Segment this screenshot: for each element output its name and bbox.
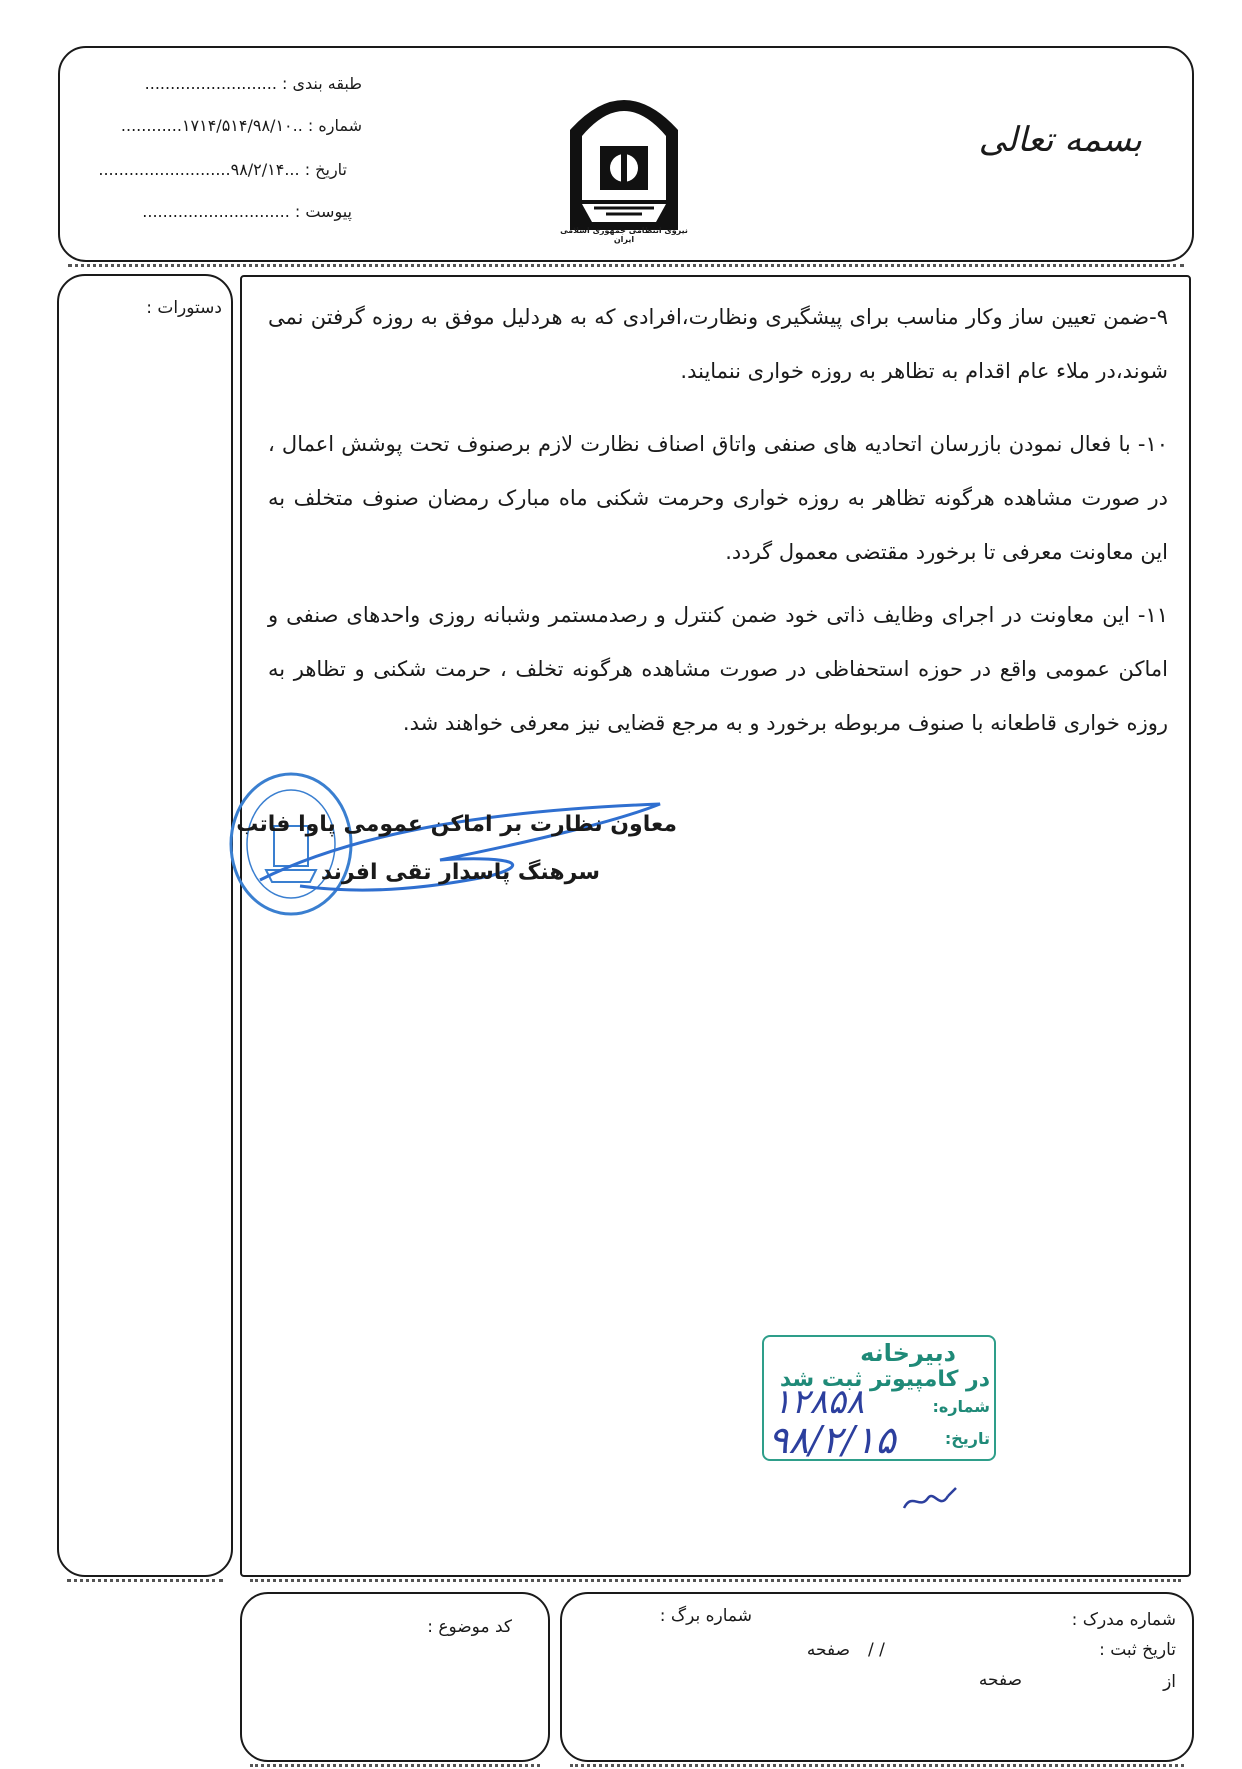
paragraph-9: ۹-ضمن تعیین ساز وکار مناسب برای پیشگیری ونظارت،افرادی که به هردلیل موفق به روزه گرفتن نمی شوند،در ملاء عام اقدام به تظاهر به روزه خواری ننمایند. bbox=[268, 305, 1168, 383]
attachment-field: پیوست : ............................. bbox=[142, 202, 352, 221]
stamp-date-label: تاریخ: bbox=[944, 1429, 990, 1448]
police-emblem-logo bbox=[560, 80, 688, 244]
page-label: صفحه bbox=[806, 1640, 850, 1660]
classification-field: طبقه بندی : .......................... bbox=[144, 74, 362, 93]
instructions-label: دستورات : bbox=[146, 298, 222, 318]
stamp-date-handwritten: ۹۸/۲/۱۵ bbox=[768, 1418, 896, 1462]
paragraph-10: ۱۰- با فعال نمودن بازرسان اتحادیه های صنفی واتاق اصناف نظارت لازم برصنوف تحت پوشش اعمال ، در صورت مشاهده هرگونه تظاهر به روزه خواری وحرمت شکنی ماه مبارک رمضان صنوف متخلف به این معاونت معرفی تا برخورد مقتضی معمول گردد. bbox=[268, 432, 1168, 564]
stamp-title: دبیرخانه bbox=[860, 1339, 956, 1367]
registration-date-slashes: / / bbox=[868, 1640, 885, 1660]
letter-date-field: تاریخ : ...۹۸/۲/۱۴.......................... bbox=[98, 160, 347, 179]
bismillah-heading: بسمه تعالی bbox=[978, 120, 1142, 160]
document-number-label: شماره مدرک : bbox=[1071, 1610, 1176, 1630]
sheet-number-label: شماره برگ : bbox=[659, 1606, 752, 1626]
stamp-number-handwritten: ۱۲۸۵۸ bbox=[773, 1382, 865, 1422]
from-label: از bbox=[1163, 1672, 1176, 1692]
registration-date-label: تاریخ ثبت : bbox=[1099, 1640, 1176, 1660]
stamp-number-label: شماره: bbox=[932, 1397, 990, 1416]
subject-code-label: کد موضوع : bbox=[427, 1617, 512, 1637]
logo-caption: نیروی انتظامی جمهوری اسلامی ایران bbox=[560, 226, 688, 244]
stamp-registered-line: در کامپیوتر ثبت شد bbox=[779, 1367, 990, 1392]
handwritten-initials bbox=[898, 1480, 962, 1520]
signature-name: سرهنگ پاسدار تقی افرند bbox=[320, 860, 600, 885]
letter-number-field: شماره : ..۱۷۱۴/۵۱۴/۹۸/۱۰............ bbox=[120, 116, 362, 135]
page-label-2: صفحه bbox=[978, 1670, 1022, 1690]
paragraph-11: ۱۱- این معاونت در اجرای وظایف ذاتی خود ضمن کنترل و رصدمستمر وشبانه روزی واحدهای صنفی و اماکن عمومی واقع در حوزه استحفاظی در صورت مشاهده هرگونه تخلف ، حرمت شکنی و تظاهر به روزه خواری قاطعانه با صنوف مربوطه برخورد و به مرجع قضایی نیز معرفی خواهند شد. bbox=[268, 603, 1168, 735]
instructions-column bbox=[57, 274, 233, 1577]
signature-title: معاون نظارت بر اماکن عمومی پاوا فاتب bbox=[236, 812, 677, 837]
